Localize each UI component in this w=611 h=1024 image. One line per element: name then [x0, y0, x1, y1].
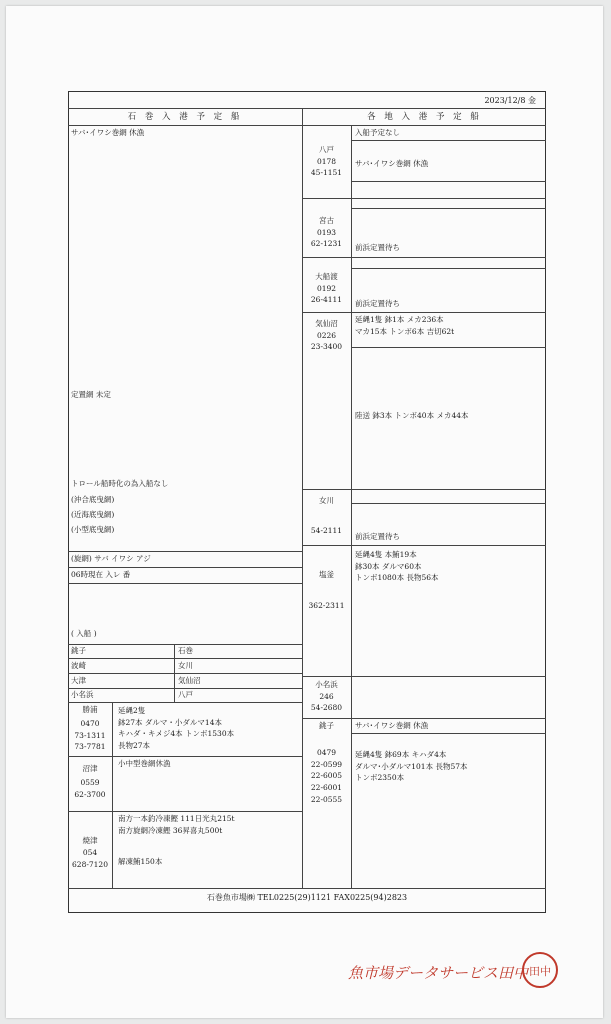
rule-port: [68, 756, 302, 757]
port-name: 女川: [319, 496, 334, 505]
port-catch: 延縄4隻 鉢69本 キハダ4本 ダルマ･小ダルマ101本 長物57本 トンボ2350本: [355, 750, 468, 783]
rule-nyusen-end: [68, 702, 302, 703]
trawl-type-coastal: (近海底曳網): [71, 510, 115, 519]
rule-senmo-time: [68, 567, 302, 568]
rule-senmo-end: [68, 583, 302, 584]
rule-port: [302, 198, 546, 199]
rule-sub: [351, 181, 546, 182]
signature-text: 魚市場データサービス田中: [348, 964, 529, 982]
document-page: [6, 6, 603, 1018]
nyusen-cell: 八戸: [178, 690, 193, 699]
port-catch: 陸送 鉢3本 トンボ40本 メカ44本: [355, 411, 469, 420]
port-tel: 0470 73-1311 73-7781: [74, 719, 106, 752]
rule-port: [68, 811, 302, 812]
port-catch: 延縄4隻 本鮪19本 鉢30本 ダルマ60本 トンボ1080本 長物56本: [355, 550, 439, 583]
teichi-status: 定置網 未定: [71, 390, 111, 399]
rule-nyusen-row: [68, 658, 302, 659]
port-catch: 南方一本釣冷凍鰹 111日光丸215t 南方旋網冷凍鰹 36昇喜丸500t: [118, 814, 235, 835]
port-name: 塩釜: [319, 570, 334, 579]
trawl-type-offshore: (沖合底曳網): [71, 495, 115, 504]
landing-schedule-form: [68, 91, 546, 913]
port-name: 銚子: [319, 721, 334, 730]
port-name: 勝浦: [82, 705, 98, 714]
nyusen-cell: 女川: [178, 661, 193, 670]
rule-date: [68, 108, 546, 109]
port-catch: 延縄2隻 鉢27本 ダルマ・小ダルマ14本 キハダ・キメジ4本 トンボ1530本 長物27本: [118, 706, 235, 750]
port-catch: 前浜定置待ち: [355, 243, 400, 252]
left-header: 石 巻 入 港 予 定 船: [127, 112, 243, 122]
rule-port: [302, 257, 546, 258]
rule-sub: [351, 347, 546, 348]
left-port-divider: [112, 702, 113, 888]
rule-footer: [68, 888, 546, 889]
report-date: 2023/12/8 金: [484, 96, 536, 105]
port-catch: 延縄1隻 鉢1本 メカ236本 マカ15本 トンボ6本 吉切62t: [355, 315, 455, 336]
nyusen-cell: 波崎: [71, 661, 86, 670]
port-catch: 前浜定置待ち: [355, 299, 400, 308]
port-name: 沼津: [82, 764, 98, 773]
port-catch: 前浜定置待ち: [355, 532, 400, 541]
rule-port: [302, 676, 546, 677]
rule-sub: [351, 140, 546, 141]
rule-nyusen: [68, 644, 302, 645]
port-catch: 小中型巻網休漁: [118, 759, 171, 768]
port-tel: 0479 22-0599 22-6005 22-6001 22-0555: [310, 748, 343, 804]
port-tel: 362-2311: [308, 601, 345, 610]
footer-contact: 石巻魚市場㈱ TEL0225(29)1121 FAX0225(94)2823: [206, 893, 408, 902]
rule-sub: [351, 503, 546, 504]
rule-port: [302, 545, 546, 546]
nyusen-label: ( 入船 ): [71, 629, 97, 638]
rule-port: [302, 489, 546, 490]
nyusen-cell: 大津: [71, 676, 86, 685]
seal-text: 田中: [529, 965, 551, 978]
rule-nyusen-row: [68, 673, 302, 674]
port-info: 気仙沼 0226 23-3400: [310, 319, 343, 352]
port-name: 焼津: [82, 836, 98, 845]
port-catch: 解凍鮪150本: [118, 857, 163, 866]
port-catch: サバ･イワシ巻網 休漁: [355, 721, 429, 730]
port-tel: 54-2111: [310, 526, 343, 535]
nyusen-cell: 気仙沼: [178, 676, 201, 685]
port-info: 宮古 0193 62-1231: [310, 216, 343, 249]
rule-sub: [351, 268, 546, 269]
senmo-time: 06時現在 入レ 番: [71, 570, 131, 579]
trawl-type-small: (小型底曳網): [71, 525, 115, 534]
rule-port: [302, 718, 546, 719]
rule-sub: [351, 208, 546, 209]
rule-header: [68, 125, 546, 126]
rule-senmo: [68, 551, 302, 552]
signature-stamp: [346, 942, 561, 994]
right-port-divider: [351, 125, 352, 888]
port-info: 八戸 0178 45-1151: [310, 145, 343, 178]
port-catch: 入船予定なし: [355, 128, 400, 137]
nyusen-cell: 小名浜: [71, 690, 94, 699]
nyusen-cell: 銚子: [71, 646, 86, 655]
rule-nyusen-row: [68, 688, 302, 689]
saba-iwashi-status: サバ･イワシ巻網 休漁: [71, 128, 145, 137]
rule-port: [302, 312, 546, 313]
port-tel: 054 628-7120: [72, 848, 108, 869]
nyusen-cell: 石巻: [178, 646, 193, 655]
right-header: 各 地 入 港 予 定 船: [367, 112, 482, 122]
trawl-note: トロール船時化の為入船なし: [71, 479, 169, 488]
rule-sub: [351, 733, 546, 734]
port-info: 小名浜 246 54-2680: [310, 680, 343, 713]
port-tel: 0559 62-3700: [74, 778, 106, 799]
port-catch: サバ･イワシ巻網 休漁: [355, 159, 429, 168]
senmo-label: (旋網) サバ イワシ アジ: [71, 554, 151, 563]
port-info: 大船渡 0192 26-4111: [310, 272, 343, 305]
